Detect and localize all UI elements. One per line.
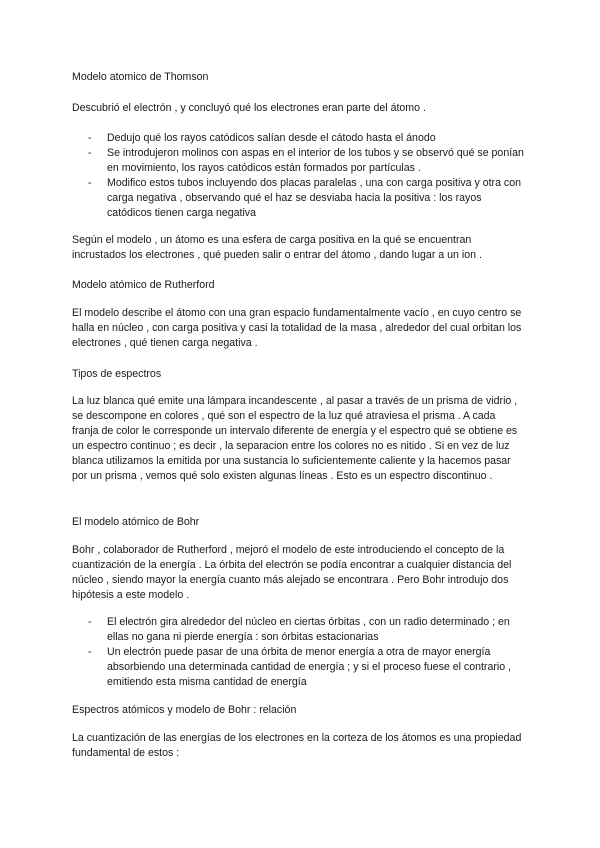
thomson-bullet-list xyxy=(88,131,528,221)
list-item-text: Se introdujeron molinos con aspas en el interior de los tubos y se observó qué se ponían en movimiento, los rayos catódicos están formados por partículas . xyxy=(107,147,524,174)
thomson-intro: Descubrió el electrón , y concluyó qué los electrones eran parte del átomo . xyxy=(72,102,426,114)
bullet-dash: - xyxy=(88,177,92,189)
list-item xyxy=(88,146,528,176)
bohr-bullet-list xyxy=(88,615,528,690)
spectra-paragraph: La luz blanca qué emite una lámpara incandescente , al pasar a través de un prisma de vidrio , se descompone en colores , qué son el espectro de la luz qué atraviesa el prisma . A cada franja de color le corresponde un intervalo diferente de energía y el espectro qué se obtiene es un espectro continuo ; es decir , la separacion entre los colores no es nitido . Si en vez de luz blanca utilizamos la emitida por una sustancia lo suficientemente caliente y la hacemos pasar por un prisma , vemos qué solo existen algunas líneas . Esto es un espectro discontinuo . xyxy=(72,395,518,482)
bohr-heading: El modelo atómico de Bohr xyxy=(72,516,200,528)
rutherford-heading: Modelo atómico de Rutherford xyxy=(72,279,215,291)
thomson-model-paragraph: Según el modelo , un átomo es una esfera de carga positiva en la qué se encuentran incrustados los electrones , qué pueden salir o entrar del átomo , dando lugar a un ion . xyxy=(72,234,482,261)
bullet-dash: - xyxy=(88,646,92,658)
list-item-text: Modifico estos tubos incluyendo dos placas paralelas , una con carga positiva y otra con carga negativa , observando qué el haz se desviaba hacia la positiva : los rayos catódicos tienen carga negativa xyxy=(107,177,521,219)
list-item xyxy=(88,615,528,645)
list-item-text: Dedujo qué los rayos catódicos salían desde el cátodo hasta el ánodo xyxy=(107,132,436,144)
thomson-heading: Modelo atomico de Thomson xyxy=(72,71,209,83)
list-item-text: Un electrón puede pasar de una órbita de menor energía a otra de mayor energía absorbiendo una determinada cantidad de energía ; y si el proceso fuese el contrario , emitiendo esta misma cantidad de energía xyxy=(107,646,511,688)
relation-paragraph: La cuantización de las energías de los electrones en la corteza de los átomos es una propiedad fundamental de estos : xyxy=(72,732,522,759)
bohr-intro: Bohr , colaborador de Rutherford , mejoró el modelo de este introduciendo el concepto de la cuantización de la energía . La órbita del electrón se podía encontrar a cualquier distancia del núcleo , siendo mayor la energía cuanto más alejado se encontrara . Pero Bohr introdujo dos hipótesis a este modelo . xyxy=(72,544,512,601)
list-item-text: El electrón gira alrededor del núcleo en ciertas órbitas , con un radio determinado ; en ellas no gana ni pierde energía : son órbitas estacionarias xyxy=(107,616,510,643)
rutherford-paragraph: El modelo describe el átomo con una gran espacio fundamentalmente vacío , en cuyo centro se halla en núcleo , con carga positiva y casi la totalidad de la masa , alrededor del cual orbitan los electrones , qué tienen carga negativa . xyxy=(72,307,522,349)
bullet-dash: - xyxy=(88,616,92,628)
list-item xyxy=(88,176,528,221)
list-item xyxy=(88,645,528,690)
list-item xyxy=(88,131,528,146)
bullet-dash: - xyxy=(88,132,92,144)
relation-heading: Espectros atómicos y modelo de Bohr : relación xyxy=(72,704,297,716)
spectra-heading: Tipos de espectros xyxy=(72,368,162,380)
bullet-dash: - xyxy=(88,147,92,159)
